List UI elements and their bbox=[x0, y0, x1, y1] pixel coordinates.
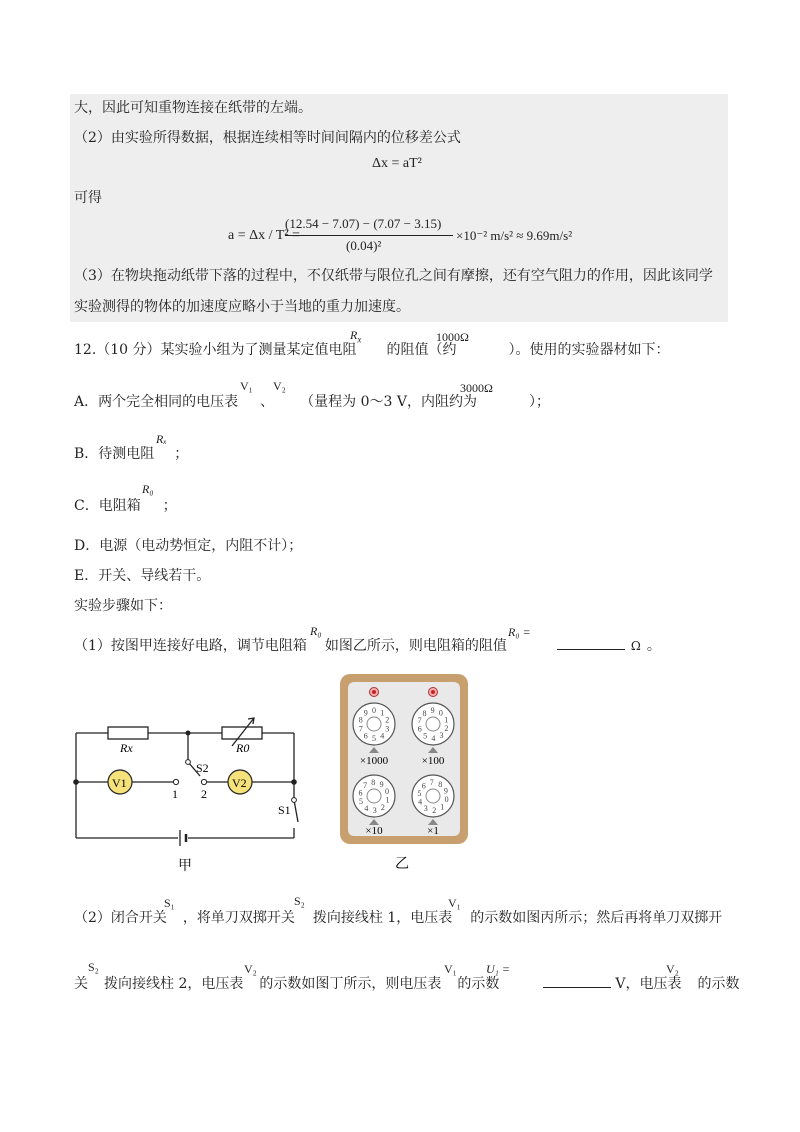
terminal-2-label: 2 bbox=[201, 787, 207, 801]
dial-digit: 6 bbox=[358, 788, 363, 798]
dial-digit: 3 bbox=[423, 804, 428, 813]
stem-rx-symbol: $R_x$ bbox=[350, 328, 362, 345]
dial-digit: 2 bbox=[380, 802, 385, 812]
step-2b-s2-symbol: S₂ bbox=[88, 960, 99, 974]
fraction-bar bbox=[285, 235, 453, 236]
dial-digit: 5 bbox=[359, 797, 363, 807]
resistance-box-yi bbox=[336, 672, 476, 872]
solution-line-3: 可得 bbox=[74, 190, 102, 206]
v1-label: V1 bbox=[112, 776, 127, 790]
step-1-mid: 如图乙所示，则电阻箱的阻值 bbox=[324, 638, 507, 654]
s1-label: S1 bbox=[278, 803, 291, 817]
item-e: E．开关、导线若干。 bbox=[74, 568, 211, 584]
step-2b-mid2: 的示数如图丁所示，则电压表 bbox=[259, 976, 442, 992]
solution-line-1: 大，因此可知重物连接在纸带的左端。 bbox=[74, 100, 312, 116]
dial-digit: 3 bbox=[385, 724, 390, 734]
item-a-end: ）； bbox=[528, 394, 550, 410]
step-1-text: （1）按图甲连接好电路，调节电阻箱 bbox=[74, 638, 307, 654]
dial-digit: 1 bbox=[440, 802, 445, 812]
dial-digit: 9 bbox=[430, 706, 435, 715]
dial-digit: 7 bbox=[429, 778, 434, 788]
dial-digit: 2 bbox=[444, 723, 449, 733]
dial-label-x10: ×10 bbox=[365, 825, 383, 837]
step-2b-end: 的示数 bbox=[697, 976, 740, 992]
dial-digit: 4 bbox=[431, 734, 436, 743]
dial-digit: 8 bbox=[371, 778, 376, 787]
step-1 bbox=[74, 636, 661, 656]
dial-label-x1: ×1 bbox=[427, 825, 439, 837]
step-2b-text: 关 bbox=[74, 976, 88, 992]
dial-digit: 7 bbox=[417, 716, 422, 726]
item-a-v2-symbol: V₂ bbox=[273, 379, 286, 393]
stem-resistance-value: 1000Ω bbox=[436, 330, 469, 344]
step-2b-v2b-symbol: V₂ bbox=[666, 962, 679, 976]
step-2-s1-symbol: S₁ bbox=[164, 896, 175, 910]
step-1-r0-eq: R₀ = bbox=[508, 625, 531, 639]
dial-digit: 6 bbox=[417, 724, 422, 734]
dial-digit: 5 bbox=[423, 731, 428, 741]
dial-digit: 9 bbox=[379, 780, 384, 790]
step-2b-v1-symbol: V₁ bbox=[444, 962, 457, 976]
dial-digit: 8 bbox=[422, 708, 427, 718]
dial-digit: 4 bbox=[364, 803, 369, 813]
step-2-s2-symbol: S₂ bbox=[294, 894, 305, 908]
step-1-end: 。 bbox=[646, 638, 661, 654]
formula-delta-x: Δx = aT² bbox=[372, 156, 422, 171]
s2-label: S2 bbox=[196, 761, 209, 775]
item-b bbox=[74, 444, 188, 464]
step-2-mid1: ，将单刀双掷开关 bbox=[182, 910, 295, 926]
step-2-mid2: 拨向接线柱 1，电压表 bbox=[312, 910, 453, 926]
stem-text: 12.（10 分）某实验小组为了测量某定值电阻 bbox=[74, 342, 357, 358]
item-b-text: B．待测电阻 bbox=[74, 446, 155, 462]
item-a-sep: 、 bbox=[260, 394, 275, 410]
resistor-rx bbox=[108, 727, 148, 739]
dial-label-x1000: ×1000 bbox=[359, 755, 389, 767]
formula-numerator: (12.54 − 7.07) − (7.07 − 3.15) bbox=[285, 216, 442, 231]
dial-digit: 9 bbox=[363, 708, 368, 718]
step-2b-unit: V，电压表 bbox=[615, 976, 682, 992]
stem-mid: 的阻值（约 bbox=[386, 342, 457, 358]
step-2-end: 的示数如图丙所示；然后再将单刀双掷开 bbox=[470, 910, 723, 926]
dial-digit: 0 bbox=[372, 706, 376, 715]
r0-label: R0 bbox=[236, 741, 250, 755]
dial-digit: 0 bbox=[385, 786, 389, 796]
formula-lhs: a = Δx / T² = bbox=[228, 228, 300, 243]
solution-line-5: 实验测得的物体的加速度应略小于当地的重力加速度。 bbox=[74, 299, 410, 315]
step-1-answer-blank[interactable] bbox=[557, 637, 625, 650]
item-a-text: A．两个完全相同的电压表 bbox=[74, 394, 239, 410]
step-1-unit: Ω bbox=[630, 639, 641, 653]
item-c-r0-symbol: R₀ bbox=[142, 482, 154, 496]
item-c bbox=[74, 496, 177, 516]
dial-digit: 2 bbox=[432, 805, 437, 815]
dial-digit: 5 bbox=[372, 734, 376, 743]
dial-digit: 8 bbox=[438, 780, 443, 789]
item-b-end: ； bbox=[174, 446, 189, 462]
step-2-text: （2）闭合开关 bbox=[74, 910, 167, 926]
dial-digit: 7 bbox=[363, 781, 368, 791]
step-1-r0-symbol: R₀ bbox=[310, 624, 322, 638]
item-a-value: 3000Ω bbox=[460, 381, 493, 395]
step-2-line-1 bbox=[74, 908, 722, 928]
step-2b-u1-symbol: U₁ = bbox=[486, 962, 510, 976]
dial-digit: 6 bbox=[363, 731, 368, 741]
rx-label: Rx bbox=[120, 741, 133, 755]
dial-digit: 4 bbox=[380, 731, 385, 741]
step-2b-mid1: 拨向接线柱 2，电压表 bbox=[104, 976, 244, 992]
dial-digit: 1 bbox=[385, 795, 390, 805]
dial-digit: 2 bbox=[385, 715, 390, 725]
dial-digit: 8 bbox=[358, 715, 363, 725]
dial-digit: 6 bbox=[421, 781, 426, 791]
dial-digit: 0 bbox=[444, 795, 449, 805]
step-2-line-2 bbox=[74, 974, 739, 994]
question-stem bbox=[74, 340, 670, 360]
item-c-end: ； bbox=[162, 498, 177, 514]
item-c-text: C．电阻箱 bbox=[74, 498, 141, 514]
dial-digit: 1 bbox=[380, 708, 385, 718]
circuit-diagram-jia bbox=[60, 690, 320, 880]
dial-digit: 1 bbox=[444, 715, 449, 725]
step-2-v1-symbol: V₁ bbox=[448, 896, 461, 910]
dial-digit: 5 bbox=[417, 788, 422, 798]
formula-rhs: ×10⁻² m/s² ≈ 9.69m/s² bbox=[456, 228, 573, 243]
dial-digit: 7 bbox=[358, 724, 363, 734]
steps-title: 实验步骤如下： bbox=[74, 598, 172, 614]
step-2b-v2-symbol: V₂ bbox=[244, 962, 257, 976]
caption-jia: 甲 bbox=[178, 859, 192, 874]
solution-line-2: （2）由实验所得数据，根据连续相等时间间隔内的位移差公式 bbox=[74, 130, 461, 146]
solution-line-4: （3）在物块拖动纸带下落的过程中，不仅纸带与限位孔之间有摩擦，还有空气阻力的作用，因此该同学 bbox=[74, 268, 713, 284]
dial-label-x100: ×100 bbox=[421, 755, 445, 767]
stem-end: ）。使用的实验器材如下： bbox=[508, 342, 670, 358]
dial-digit: 4 bbox=[418, 797, 423, 807]
item-d: D．电源（电动势恒定，内阻不计）； bbox=[74, 538, 303, 554]
dial-digit: 0 bbox=[438, 708, 443, 718]
step-2b-mid3: 的示数 bbox=[457, 976, 500, 992]
step-2-u1-answer-blank[interactable] bbox=[543, 975, 611, 988]
dial-digit: 9 bbox=[443, 786, 448, 796]
item-b-rx-symbol: Rₓ bbox=[156, 432, 167, 446]
item-a-mid: （量程为 0～3 V，内阻约为 bbox=[300, 394, 477, 410]
caption-yi: 乙 bbox=[395, 857, 409, 872]
dial-digit: 3 bbox=[372, 806, 377, 815]
dial-digit: 3 bbox=[439, 731, 444, 741]
item-a-v1-symbol: V₁ bbox=[240, 379, 253, 393]
v2-label: V2 bbox=[232, 776, 247, 790]
terminal-1-label: 1 bbox=[172, 787, 178, 801]
formula-denominator: (0.04)² bbox=[346, 238, 382, 253]
